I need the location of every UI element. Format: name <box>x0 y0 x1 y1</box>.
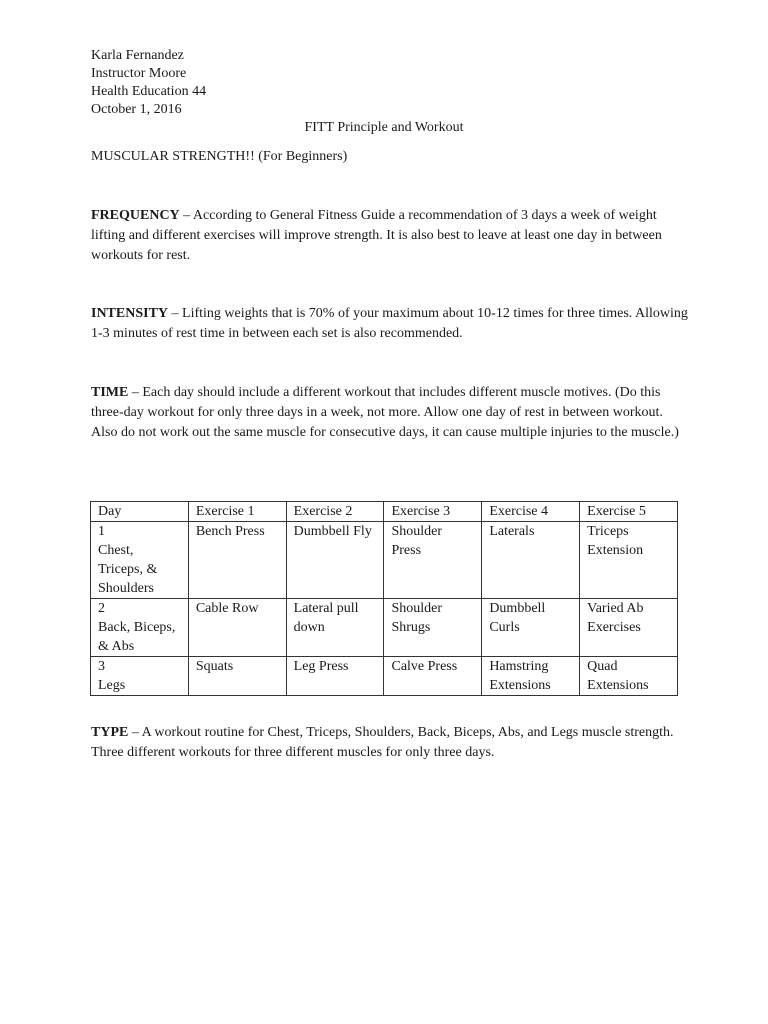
table-cell: Quad Extensions <box>580 657 678 696</box>
table-cell: Calve Press <box>384 657 482 696</box>
table-cell: Hamstring Extensions <box>482 657 580 696</box>
table-cell: Triceps Extension <box>580 522 678 599</box>
table-cell: 3 Legs <box>91 657 189 696</box>
frequency-paragraph <box>91 206 691 266</box>
table-header-row <box>91 502 678 522</box>
intensity-paragraph <box>91 304 691 344</box>
table-cell: Lateral pull down <box>286 599 384 657</box>
workout-table <box>90 501 678 696</box>
table-row <box>91 522 678 599</box>
document-subtitle: MUSCULAR STRENGTH!! (For Beginners) <box>91 149 348 164</box>
table-cell: Varied Ab Exercises <box>580 599 678 657</box>
frequency-label: FREQUENCY <box>91 208 180 223</box>
table-cell: Cable Row <box>188 599 286 657</box>
table-cell: Dumbbell Fly <box>286 522 384 599</box>
document-date: October 1, 2016 <box>91 102 182 117</box>
table-header-cell: Exercise 2 <box>286 502 384 522</box>
table-header-cell: Day <box>91 502 189 522</box>
table-cell: Dumbbell Curls <box>482 599 580 657</box>
student-name: Karla Fernandez <box>91 48 184 63</box>
course-name: Health Education 44 <box>91 84 207 99</box>
type-text: – A workout routine for Chest, Triceps, Shoulders, Back, Biceps, Abs, and Legs muscle strength. Three different workouts for three different muscles for only three days. <box>91 725 674 760</box>
table-header-cell: Exercise 4 <box>482 502 580 522</box>
intensity-text: – Lifting weights that is 70% of your maximum about 10-12 times for three times. Allowing 1-3 minutes of rest time in between each set is also recommended. <box>91 306 688 341</box>
type-label: TYPE <box>91 725 129 740</box>
table-cell: 1 Chest, Triceps, & Shoulders <box>91 522 189 599</box>
table-cell: Bench Press <box>188 522 286 599</box>
table-header-cell: Exercise 5 <box>580 502 678 522</box>
time-label: TIME <box>91 385 129 400</box>
intensity-label: INTENSITY <box>91 306 169 321</box>
table-row <box>91 599 678 657</box>
document-header <box>91 47 206 119</box>
instructor-name: Instructor Moore <box>91 66 187 81</box>
time-paragraph <box>91 383 691 443</box>
table-header-cell: Exercise 3 <box>384 502 482 522</box>
table-cell: Laterals <box>482 522 580 599</box>
table-cell: 2 Back, Biceps, & Abs <box>91 599 189 657</box>
type-paragraph <box>91 723 691 763</box>
table-cell: Shoulder Press <box>384 522 482 599</box>
table-header-cell: Exercise 1 <box>188 502 286 522</box>
table-cell: Shoulder Shrugs <box>384 599 482 657</box>
table-cell: Leg Press <box>286 657 384 696</box>
table-row <box>91 657 678 696</box>
frequency-text: – According to General Fitness Guide a recommendation of 3 days a week of weight lifting and different exercises will improve strength. It is also best to leave at least one day in between workouts for rest. <box>91 208 662 263</box>
time-text: – Each day should include a different workout that includes different muscle motives. (Do this three-day workout for only three days in a week, not more. Allow one day of rest in between workout. Also do not work out the same muscle for consecutive days, it can cause multiple injuries to the muscle.) <box>91 385 679 440</box>
table-cell: Squats <box>188 657 286 696</box>
document-title: FITT Principle and Workout <box>304 120 464 135</box>
